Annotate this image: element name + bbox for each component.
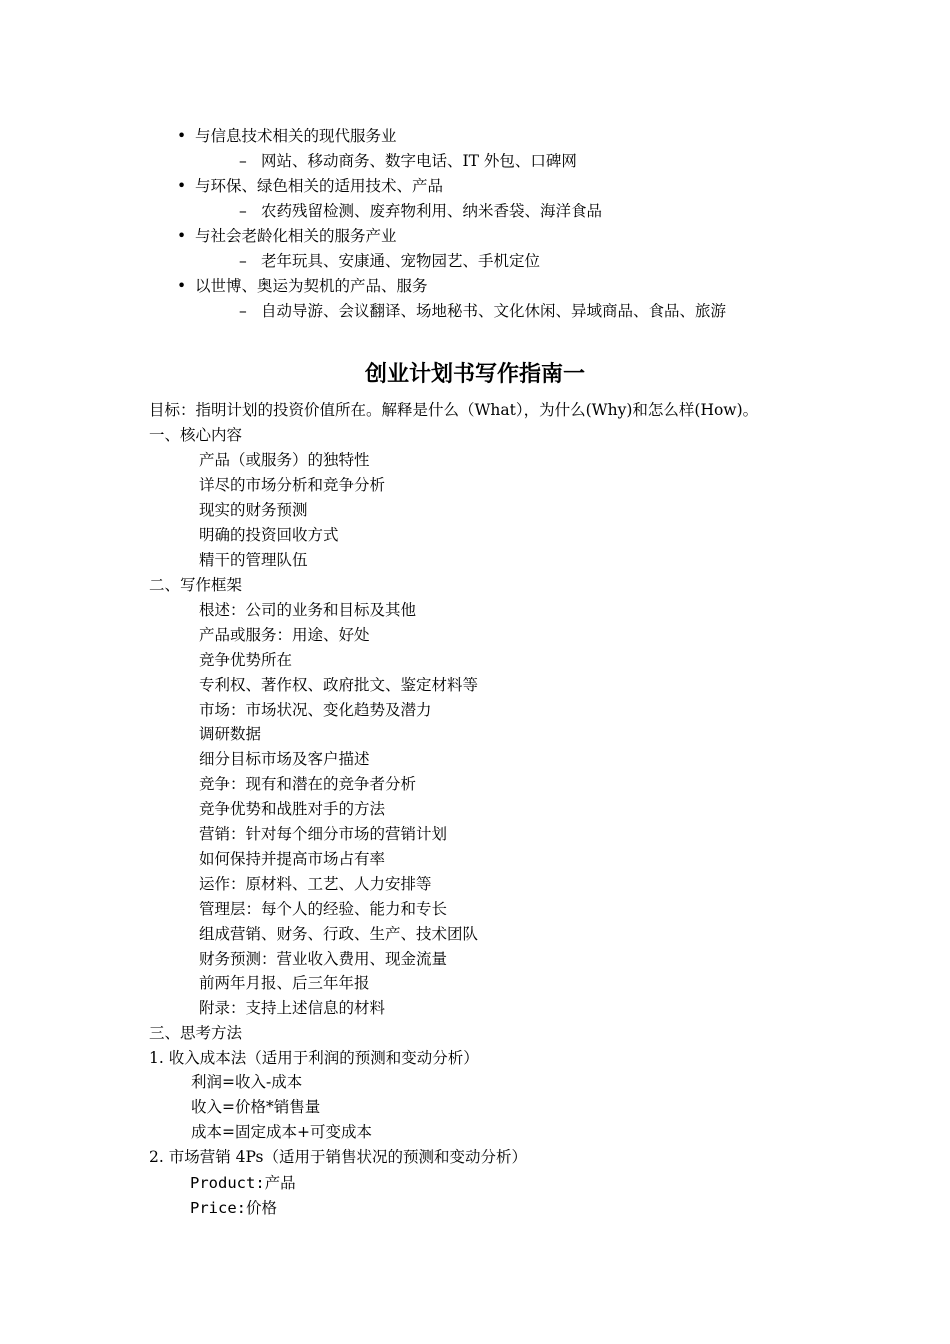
marketing-item: Product:产品 [190,1174,296,1192]
list-item: 组成营销、财务、行政、生产、技术团队 [199,925,479,943]
list-item: 精干的管理队伍 [199,551,308,569]
sub-bullet-item: 农药残留检测、废弃物利用、纳米香袋、海洋食品 [261,202,603,220]
list-item: 调研数据 [199,725,262,743]
list-item: 如何保持并提高市场占有率 [199,850,386,868]
method-heading: 2. 市场营销 4Ps（适用于销售状况的预测和变动分析） [149,1148,527,1166]
bullet-item: 与环保、绿色相关的适用技术、产品 [195,177,444,195]
list-item: 产品或服务：用途、好处 [199,626,370,644]
formula-item: 成本=固定成本+可变成本 [191,1123,372,1141]
sub-bullet-marker: – [239,202,247,220]
sub-bullet-item: 老年玩具、安康通、宠物园艺、手机定位 [261,252,541,270]
list-item: 竞争优势和战胜对手的方法 [199,800,386,818]
sub-bullet-item: 自动导游、会议翻译、场地秘书、文化休闲、异域商品、食品、旅游 [261,302,727,320]
formula-item: 收入=价格*销售量 [191,1098,321,1116]
section-heading-framework: 二、写作框架 [149,576,243,594]
bullet-item: 与信息技术相关的现代服务业 [195,127,397,145]
bullet-marker: • [177,177,187,195]
method-heading: 1. 收入成本法（适用于利润的预测和变动分析） [149,1049,479,1067]
list-item: 前两年月报、后三年年报 [199,974,370,992]
list-item: 细分目标市场及客户描述 [199,750,370,768]
list-item: 竞争优势所在 [199,651,293,669]
section-heading-core: 一、核心内容 [149,426,243,444]
sub-bullet-marker: – [239,152,247,170]
sub-bullet-marker: – [239,302,247,320]
list-item: 市场：市场状况、变化趋势及潜力 [199,701,432,719]
list-item: 竞争：现有和潜在的竞争者分析 [199,775,417,793]
list-item: 现实的财务预测 [199,501,308,519]
list-item: 根述：公司的业务和目标及其他 [199,601,417,619]
list-item: 营销：针对每个细分市场的营销计划 [199,825,448,843]
bullet-item: 与社会老龄化相关的服务产业 [195,227,397,245]
list-item: 产品（或服务）的独特性 [199,451,370,469]
list-item: 附录：支持上述信息的材料 [199,999,386,1017]
list-item: 财务预测：营业收入费用、现金流量 [199,950,448,968]
list-item: 管理层：每个人的经验、能力和专长 [199,900,448,918]
marketing-item: Price:价格 [190,1199,277,1217]
section-heading-methods: 三、思考方法 [149,1024,243,1042]
bullet-marker: • [177,127,187,145]
list-item: 明确的投资回收方式 [199,526,339,544]
list-item: 专利权、著作权、政府批文、鉴定材料等 [199,676,479,694]
page-title: 创业计划书写作指南一 [364,362,585,387]
goal-text: 目标：指明计划的投资价值所在。解释是什么（What），为什么(Why)和怎么样(How)。 [149,401,759,419]
list-item: 运作：原材料、工艺、人力安排等 [199,875,432,893]
formula-item: 利润=收入-成本 [191,1073,303,1091]
list-item: 详尽的市场分析和竞争分析 [199,476,386,494]
bullet-marker: • [177,277,187,295]
bullet-marker: • [177,227,187,245]
sub-bullet-item: 网站、移动商务、数字电话、IT 外包、口碑网 [261,152,577,170]
sub-bullet-marker: – [239,252,247,270]
bullet-item: 以世博、奥运为契机的产品、服务 [195,277,428,295]
